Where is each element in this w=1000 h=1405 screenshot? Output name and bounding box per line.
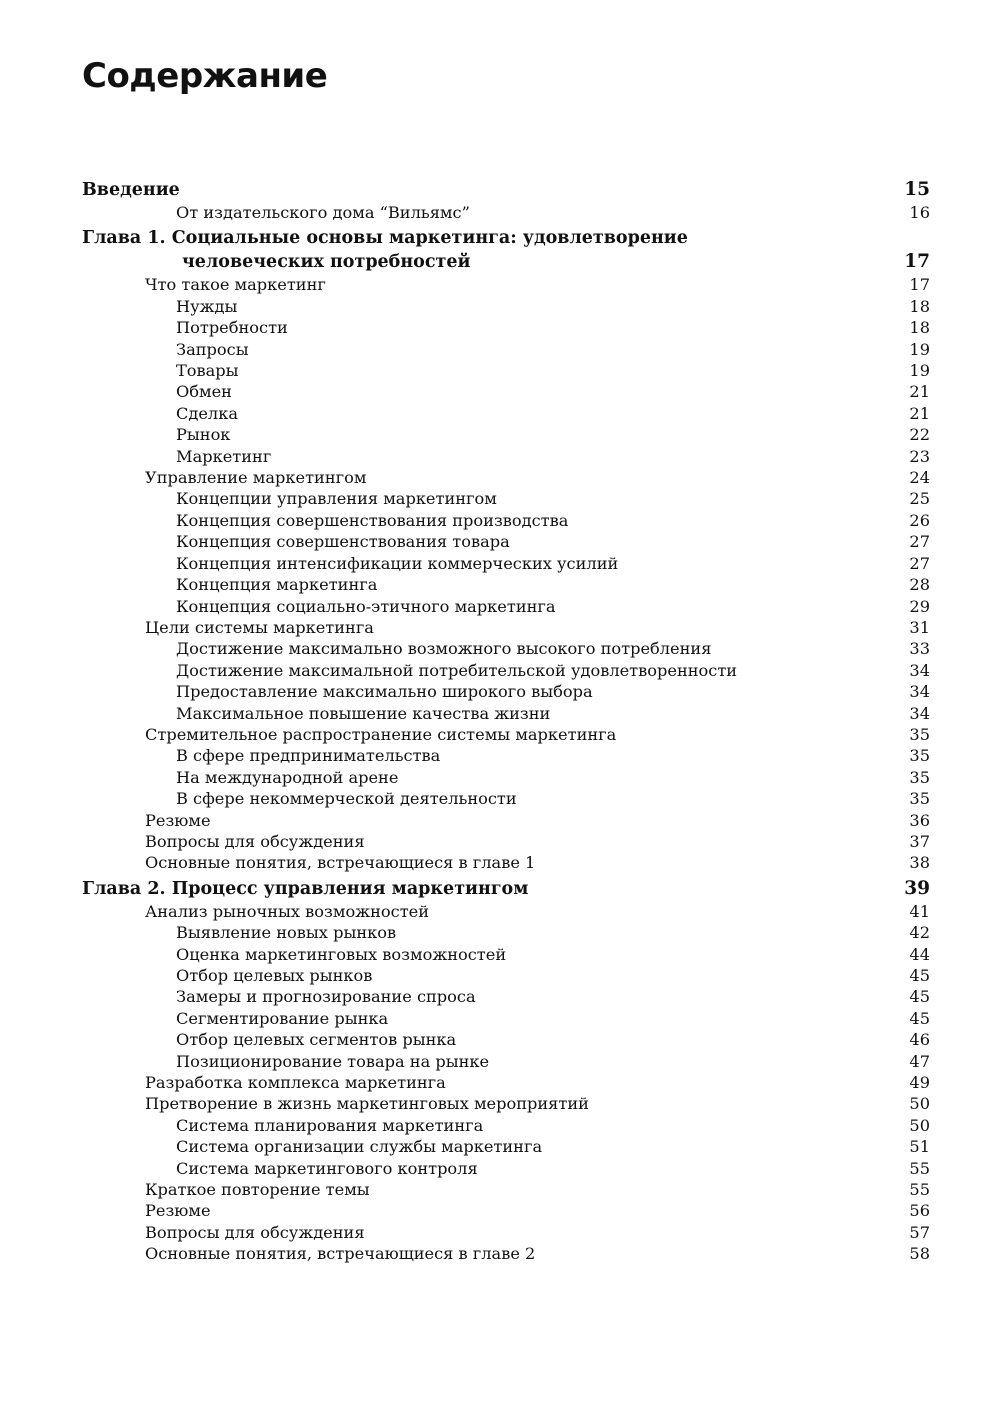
toc-subsection-entry[interactable] [82,596,930,617]
toc-entry-page-number: 44 [909,944,930,964]
toc-subsection-entry[interactable] [82,296,930,317]
toc-subsection-entry[interactable] [82,1136,930,1157]
toc-entry-title [82,403,890,424]
toc-entry-title [82,1136,890,1157]
toc-entry-title-text: Рынок [176,425,231,445]
toc-subsection-entry[interactable] [82,488,930,509]
toc-entry-title-text: Система планирования маркетинга [176,1115,484,1135]
toc-entry-title [82,831,890,852]
table-of-contents [82,175,930,1265]
toc-entry-page-number: 56 [909,1201,930,1221]
toc-entry-title [82,574,890,595]
toc-subsection-entry[interactable] [82,944,930,965]
toc-entry-title [82,852,890,873]
toc-entry-title [82,877,890,901]
toc-entry-page-number: 55 [909,1158,930,1178]
toc-entry-page-number: 34 [909,703,930,723]
toc-entry-title [82,339,890,360]
toc-subsection-entry[interactable] [82,1158,930,1179]
toc-section-entry[interactable] [82,1222,930,1243]
toc-section-entry[interactable] [82,1093,930,1114]
toc-entry-title-text: Максимальное повышение качества жизни [176,703,551,723]
toc-entry-page-number: 26 [909,510,930,530]
toc-entry-title-text: Система маркетингового контроля [176,1158,478,1178]
toc-entry-page-number: 29 [909,596,930,616]
toc-entry-title-text: Концепция совершенствования товара [176,532,510,552]
toc-entry-title-text: Введение [82,180,180,200]
toc-section-entry[interactable] [82,274,930,295]
toc-entry-title-text: Анализ рыночных возможностей [145,901,430,921]
toc-entry-title-text: Концепция интенсификации коммерческих усилий [176,553,619,573]
toc-section-entry[interactable] [82,724,930,745]
toc-entry-title [82,745,890,766]
toc-entry-title [82,1051,890,1072]
toc-entry-page-number: 17 [904,251,930,273]
toc-entry-title [82,178,890,202]
toc-entry-title-text: Замеры и прогнозирование спроса [176,987,476,1007]
toc-subsection-entry[interactable] [82,360,930,381]
toc-subsection-entry[interactable] [82,638,930,659]
toc-entry-page-number: 16 [909,203,930,222]
toc-entry-page-number: 58 [909,1244,930,1264]
toc-entry-title [82,1222,890,1243]
toc-entry-title-text: Сделка [176,403,238,423]
toc-subsection-entry[interactable] [82,381,930,402]
toc-entry-title-text: В сфере некоммерческой деятельности [176,789,517,809]
toc-entry-title [82,1200,890,1221]
toc-entry-page-number: 35 [909,746,930,766]
toc-entry-title [82,488,890,509]
toc-section-entry[interactable] [82,901,930,922]
toc-entry-title [82,1008,890,1029]
toc-entry-title [82,296,890,317]
toc-entry-title-text: Вопросы для обсуждения [145,831,365,851]
toc-entry-title [82,1158,890,1179]
toc-subsection-entry[interactable] [82,1115,930,1136]
toc-entry-title-text: Концепция маркетинга [176,575,378,595]
toc-entry-title-text: Отбор целевых сегментов рынка [176,1030,457,1050]
toc-entry-title-text: Достижение максимальной потребительской удовлетворенности [176,660,738,680]
toc-entry-page-number: 55 [909,1180,930,1200]
toc-entry-page-number: 37 [909,831,930,851]
toc-entry-title [82,202,890,223]
toc-entry-title [82,617,890,638]
toc-section-entry[interactable] [82,1072,930,1093]
toc-entry-title-text: Основные понятия, встречающиеся в главе 2 [145,1244,536,1264]
toc-entry-page-number: 39 [904,877,930,899]
toc-entry-title [82,531,890,552]
toc-entry-page-number: 45 [909,1008,930,1028]
toc-entry-page-number: 27 [909,553,930,573]
toc-section-entry[interactable] [82,1243,930,1264]
toc-entry-title [82,381,890,402]
toc-subsection-entry[interactable] [82,510,930,531]
toc-entry-title [82,424,890,445]
toc-subsection-entry[interactable] [82,1029,930,1050]
toc-entry-title-text: Обмен [176,382,232,402]
toc-entry-page-number: 21 [909,403,930,423]
toc-entry-title [82,965,890,986]
toc-entry-title-text: Претворение в жизнь маркетинговых мероприятий [145,1094,589,1114]
toc-subsection-entry[interactable] [82,1051,930,1072]
toc-entry-page-number: 47 [909,1051,930,1071]
toc-entry-title [82,226,890,274]
toc-entry-page-number: 19 [909,339,930,359]
toc-entry-title [82,553,890,574]
toc-entry-title [82,986,890,1007]
toc-subsection-entry[interactable] [82,1008,930,1029]
toc-subsection-entry[interactable] [82,703,930,724]
toc-entry-page-number: 19 [909,361,930,381]
toc-entry-title [82,901,890,922]
toc-subsection-entry[interactable] [82,424,930,445]
toc-entry-title [82,922,890,943]
toc-entry-title-text: Достижение максимально возможного высокого потребления [176,639,712,659]
toc-entry-page-number: 18 [909,296,930,316]
toc-entry-page-number: 45 [909,966,930,985]
toc-entry-title-text: Потребности [176,318,288,338]
toc-entry-title-text: Краткое повторение темы [145,1180,370,1200]
toc-section-entry[interactable] [82,467,930,488]
toc-entry-title-text: На международной арене [176,767,399,787]
toc-entry-title [82,1243,890,1264]
toc-entry-title [82,1179,890,1200]
toc-entry-page-number: 18 [909,318,930,338]
toc-entry-title-text: Резюме [145,1201,211,1221]
toc-section-entry[interactable] [82,1200,930,1221]
toc-entry-title [82,810,890,831]
toc-entry-title [82,274,890,295]
toc-entry-title [82,467,890,488]
toc-entry-title [82,1115,890,1136]
toc-subsection-entry[interactable] [82,317,930,338]
toc-entry-title-text: Нужды [176,296,238,316]
toc-subsection-entry[interactable] [82,986,930,1007]
toc-entry-page-number: 15 [904,179,930,200]
toc-entry-title-text: Позиционирование товара на рынке [176,1051,490,1071]
toc-entry-page-number: 28 [909,575,930,595]
toc-entry-title [82,1072,890,1093]
toc-subsection-entry[interactable] [82,446,930,467]
toc-entry-title-text: Управление маркетингом [145,468,367,488]
page-title: Содержание [82,56,328,96]
toc-entry-title-text: Оценка маркетинговых возможностей [176,944,507,964]
toc-chapter-entry[interactable] [82,178,930,202]
toc-entry-title [82,681,890,702]
toc-entry-page-number: 24 [909,468,930,488]
toc-entry-page-number: 46 [909,1030,930,1050]
toc-subsection-entry[interactable] [82,965,930,986]
toc-entry-title [82,360,890,381]
toc-entry-title [82,446,890,467]
toc-subsection-entry[interactable] [82,767,930,788]
toc-entry-title [82,724,890,745]
toc-section-entry[interactable] [82,1179,930,1200]
toc-entry-page-number: 50 [909,1115,930,1135]
toc-entry-page-number: 23 [909,446,930,466]
toc-entry-title-text: Запросы [176,339,249,359]
toc-entry-title-text: Выявление новых рынков [176,923,397,943]
toc-subsection-entry[interactable] [82,745,930,766]
toc-entry-title-text: В сфере предпринимательства [176,746,441,766]
toc-section-entry[interactable] [82,831,930,852]
toc-subsection-entry[interactable] [82,788,930,809]
toc-section-entry[interactable] [82,617,930,638]
toc-entry-page-number: 35 [909,789,930,809]
toc-entry-page-number: 34 [909,682,930,702]
toc-entry-page-number: 35 [909,724,930,744]
toc-subsection-entry[interactable] [82,202,930,223]
toc-section-entry[interactable] [82,810,930,831]
toc-entry-page-number: 42 [909,923,930,943]
toc-entry-title-text: Что такое маркетинг [145,275,326,295]
toc-entry-page-number: 22 [909,425,930,445]
toc-entry-page-number: 33 [909,639,930,659]
toc-entry-title-text: Концепции управления маркетингом [176,489,497,509]
toc-entry-page-number: 25 [909,489,930,509]
toc-entry-title-text: Отбор целевых рынков [176,966,373,985]
toc-entry-title-text: Цели системы маркетинга [145,617,374,637]
toc-subsection-entry[interactable] [82,553,930,574]
toc-entry-title-text: Стремительное распространение системы маркетинга [145,724,617,744]
toc-entry-title-text: Основные понятия, встречающиеся в главе 1 [145,853,536,873]
toc-entry-title-text: Резюме [145,810,211,830]
toc-entry-title-text: Предоставление максимально широкого выбора [176,682,593,702]
toc-entry-page-number: 17 [909,275,930,295]
toc-section-entry[interactable] [82,852,930,873]
toc-entry-page-number: 34 [909,660,930,680]
toc-entry-title-continuation: человеческих потребностей [182,252,471,273]
toc-subsection-entry[interactable] [82,681,930,702]
toc-entry-title [82,944,890,965]
toc-entry-page-number: 36 [909,810,930,830]
toc-subsection-entry[interactable] [82,531,930,552]
toc-entry-title [82,660,890,681]
toc-entry-title-text: От издательского дома “Вильямс” [176,203,470,222]
toc-entry-page-number: 45 [909,987,930,1007]
toc-entry-page-number: 21 [909,382,930,402]
toc-entry-page-number: 41 [909,901,930,921]
toc-entry-page-number: 31 [909,617,930,637]
toc-entry-title-text: Товары [176,361,239,381]
toc-entry-title-text: Маркетинг [176,446,272,466]
toc-entry-title-text: Глава 1. Социальные основы маркетинга: удовлетворение [82,228,688,249]
toc-entry-title-text: Вопросы для обсуждения [145,1222,365,1242]
toc-entry-title [82,703,890,724]
toc-subsection-entry[interactable] [82,660,930,681]
toc-subsection-entry[interactable] [82,922,930,943]
toc-entry-page-number: 49 [909,1073,930,1093]
toc-entry-page-number: 38 [909,853,930,873]
toc-entry-page-number: 51 [909,1137,930,1157]
toc-entry-title [82,788,890,809]
toc-subsection-entry[interactable] [82,403,930,424]
toc-entry-title-text: Сегментирование рынка [176,1008,389,1028]
toc-entry-title-text: Концепция социально-этичного маркетинга [176,596,556,616]
toc-entry-title [82,1093,890,1114]
toc-entry-title [82,596,890,617]
toc-subsection-entry[interactable] [82,339,930,360]
toc-entry-title-text: Концепция совершенствования производства [176,510,569,530]
toc-entry-page-number: 50 [909,1094,930,1114]
toc-entry-title [82,638,890,659]
toc-subsection-entry[interactable] [82,574,930,595]
toc-chapter-entry[interactable] [82,226,930,274]
toc-entry-title [82,767,890,788]
toc-chapter-entry[interactable] [82,877,930,901]
toc-entry-title [82,1029,890,1050]
toc-entry-title-text: Разработка комплекса маркетинга [145,1073,446,1093]
toc-entry-title [82,510,890,531]
toc-entry-title [82,317,890,338]
toc-entry-title-text: Система организации службы маркетинга [176,1137,543,1157]
toc-entry-page-number: 27 [909,532,930,552]
toc-entry-page-number: 57 [909,1222,930,1242]
toc-entry-title-text: Глава 2. Процесс управления маркетингом [82,878,529,899]
toc-entry-page-number: 35 [909,767,930,787]
